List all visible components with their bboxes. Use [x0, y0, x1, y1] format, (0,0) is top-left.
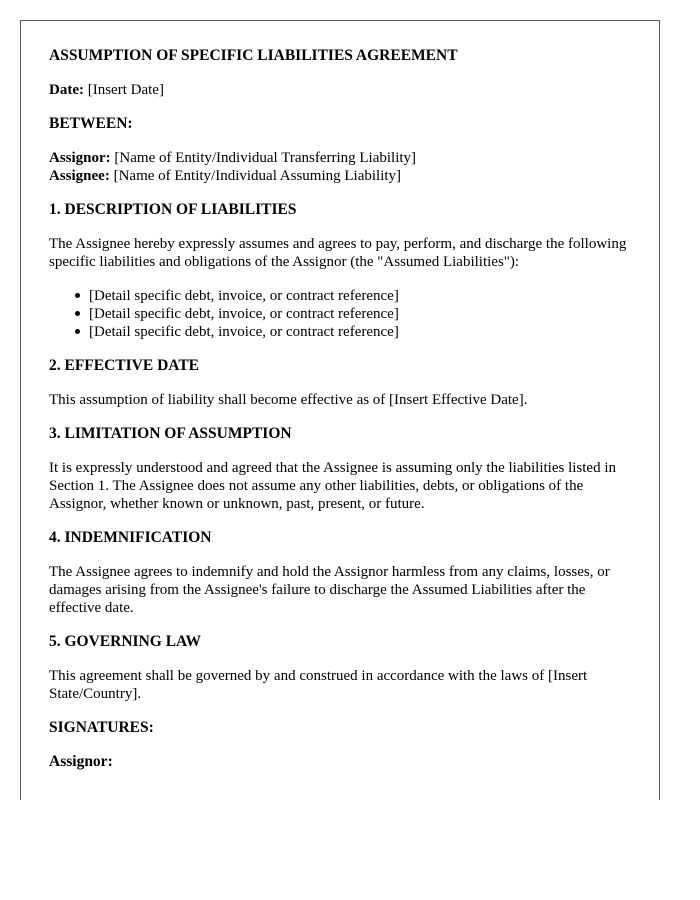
section-body-effective-date: This assumption of liability shall become effective as of [Insert Effective Date]. [49, 392, 528, 408]
section-body-governing-law: This agreement shall be governed by and construed in accordance with the laws of [Insert State/Country]. [49, 668, 588, 702]
assignee-line [49, 167, 631, 185]
document-title: ASSUMPTION OF SPECIFIC LIABILITIES AGREEMENT [49, 47, 458, 64]
signatures-heading: SIGNATURES: [49, 719, 154, 736]
date-value: [Insert Date] [83, 82, 164, 98]
assignor-value: [Name of Entity/Individual Transferring Liability] [110, 150, 417, 166]
date-label: Date: [49, 82, 84, 98]
document-page [20, 20, 660, 800]
list-item: [Detail specific debt, invoice, or contract reference] [89, 305, 631, 323]
section-heading-description: 1. DESCRIPTION OF LIABILITIES [49, 201, 297, 218]
assignee-value: [Name of Entity/Individual Assuming Liability] [109, 168, 402, 184]
assignee-label: Assignee: [49, 168, 110, 184]
section-heading-indemnification: 4. INDEMNIFICATION [49, 529, 212, 546]
parties-block [49, 149, 631, 185]
date-line [49, 81, 631, 99]
section-body-indemnification: The Assignee agrees to indemnify and hold the Assignor harmless from any claims, losses, or damages arising from the Assignee's failure to discharge the Assumed Liabilities after the effective date. [49, 564, 610, 616]
section-heading-limitation: 3. LIMITATION OF ASSUMPTION [49, 425, 292, 442]
section-heading-governing-law: 5. GOVERNING LAW [49, 633, 202, 650]
liabilities-list [49, 287, 631, 341]
list-item: [Detail specific debt, invoice, or contract reference] [89, 323, 631, 341]
assignor-line [49, 149, 631, 167]
section-body-description: The Assignee hereby expressly assumes and agrees to pay, perform, and discharge the following specific liabilities and obligations of the Assignor (the "Assumed Liabilities"): [49, 236, 627, 270]
between-heading: BETWEEN: [49, 115, 133, 132]
section-heading-effective-date: 2. EFFECTIVE DATE [49, 357, 199, 374]
list-item: [Detail specific debt, invoice, or contract reference] [89, 287, 631, 305]
assignor-label: Assignor: [49, 150, 111, 166]
signature-assignor-label: Assignor: [49, 753, 113, 770]
section-body-limitation: It is expressly understood and agreed that the Assignee is assuming only the liabilities listed in Section 1. The Assignee does not assume any other liabilities, debts, or obligations of the Assignor, whether known or unknown, past, present, or future. [49, 460, 616, 512]
